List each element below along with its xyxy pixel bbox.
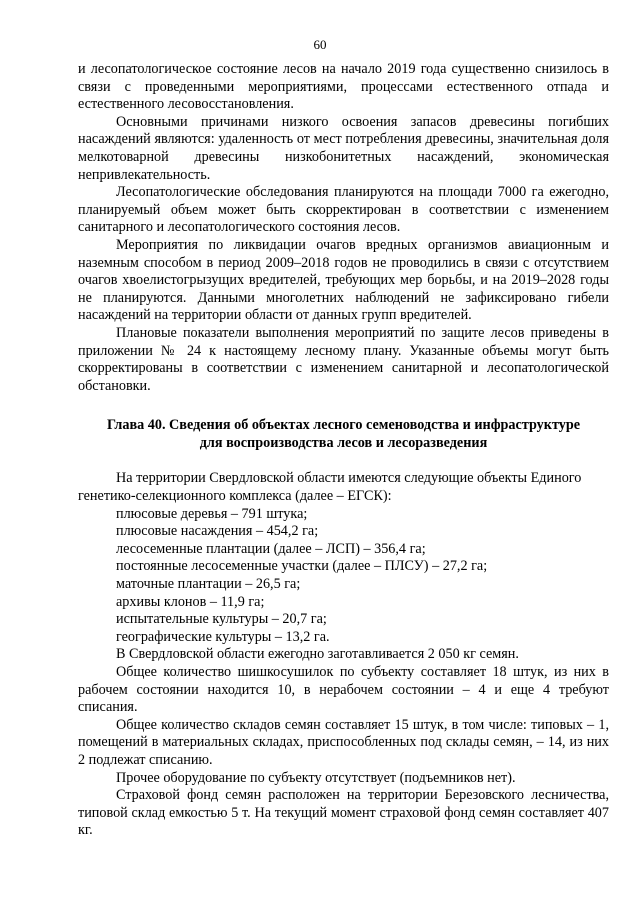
chapter-heading-line: Глава 40. Сведения об объектах лесного семеноводства и инфраструктуре: [106, 417, 581, 434]
paragraph: Плановые показатели выполнения мероприятий по защите лесов приведены в приложении № 24 к настоящему лесному плану. Указанные объемы могут быть скорректированы в соответствии с изменением санитарной и лесопатологической обстановки.: [78, 324, 609, 394]
paragraph: Прочее оборудование по субъекту отсутствует (подъемников нет).: [116, 769, 516, 786]
list-item: географические культуры – 13,2 га.: [116, 628, 330, 645]
chapter-heading: [78, 417, 609, 452]
list-item: постоянные лесосеменные участки (далее – ПЛСУ) – 27,2 га;: [116, 558, 488, 575]
list-item: испытательные культуры – 20,7 га;: [116, 611, 327, 628]
paragraph: Мероприятия по ликвидации очагов вредных организмов авиационным и наземным способом в период 2009–2018 годов не проводились в связи с отсутствием очагов хвоелистогрызущих вредителей, требующих мер борьбы, и на 2019–2028 годы не планируются. Данными многолетних наблюдений не зафиксировано гибели насаждений на территории области от данных групп вредителей.: [78, 236, 609, 324]
list-item: плюсовые деревья – 791 штука;: [116, 505, 308, 522]
paragraph: Лесопатологические обследования планируются на площади 7000 га ежегодно, планируемый объем может быть скорректирован в соответствии с изменением санитарного и лесопатологического состояния лесов.: [78, 184, 609, 236]
intro-paragraph: На территории Свердловской области имеются следующие объекты Единого генетико-селекционного комплекса (далее – ЕГСК):: [78, 470, 582, 505]
paragraph: Общее количество шишкосушилок по субъекту составляет 18 штук, из них в рабочем состоянии находится 10, в нерабочем состоянии – 4 и еще 4 требуют списания.: [78, 664, 609, 716]
list-item: архивы клонов – 11,9 га;: [116, 593, 265, 610]
document-body: [78, 61, 609, 840]
list-item: лесосеменные плантации (далее – ЛСП) – 356,4 га;: [116, 540, 426, 557]
paragraph: В Свердловской области ежегодно заготавливается 2 050 кг семян.: [116, 646, 519, 663]
page-number: 60: [313, 37, 327, 52]
paragraph: Страховой фонд семян расположен на территории Березовского лесничества, типовой склад емкостью 5 т. На текущий момент страховой фонд семян составляет 407 кг.: [78, 787, 609, 839]
list-item: маточные плантации – 26,5 га;: [116, 576, 301, 593]
paragraph: Общее количество складов семян составляет 15 штук, в том числе: типовых – 1, помещений в материальных складах, приспособленных под склады семян, – 14, из них 2 подлежат списанию.: [78, 716, 609, 768]
paragraph: Основными причинами низкого освоения запасов древесины погибших насаждений являются: удаленность от мест потребления древесины, значительная доля мелкотоварной древесины низкобонитетных насаждений, экономическая непривлекательность.: [78, 113, 609, 183]
list-item: плюсовые насаждения – 454,2 га;: [116, 523, 319, 540]
chapter-heading-line: для воспроизводства лесов и лесоразведения: [199, 434, 488, 451]
paragraph: и лесопатологическое состояние лесов на начало 2019 года существенно снизилось в связи с проведенными мероприятиями, процессами естественного отпада и естественного лесовосстановления.: [78, 61, 609, 113]
